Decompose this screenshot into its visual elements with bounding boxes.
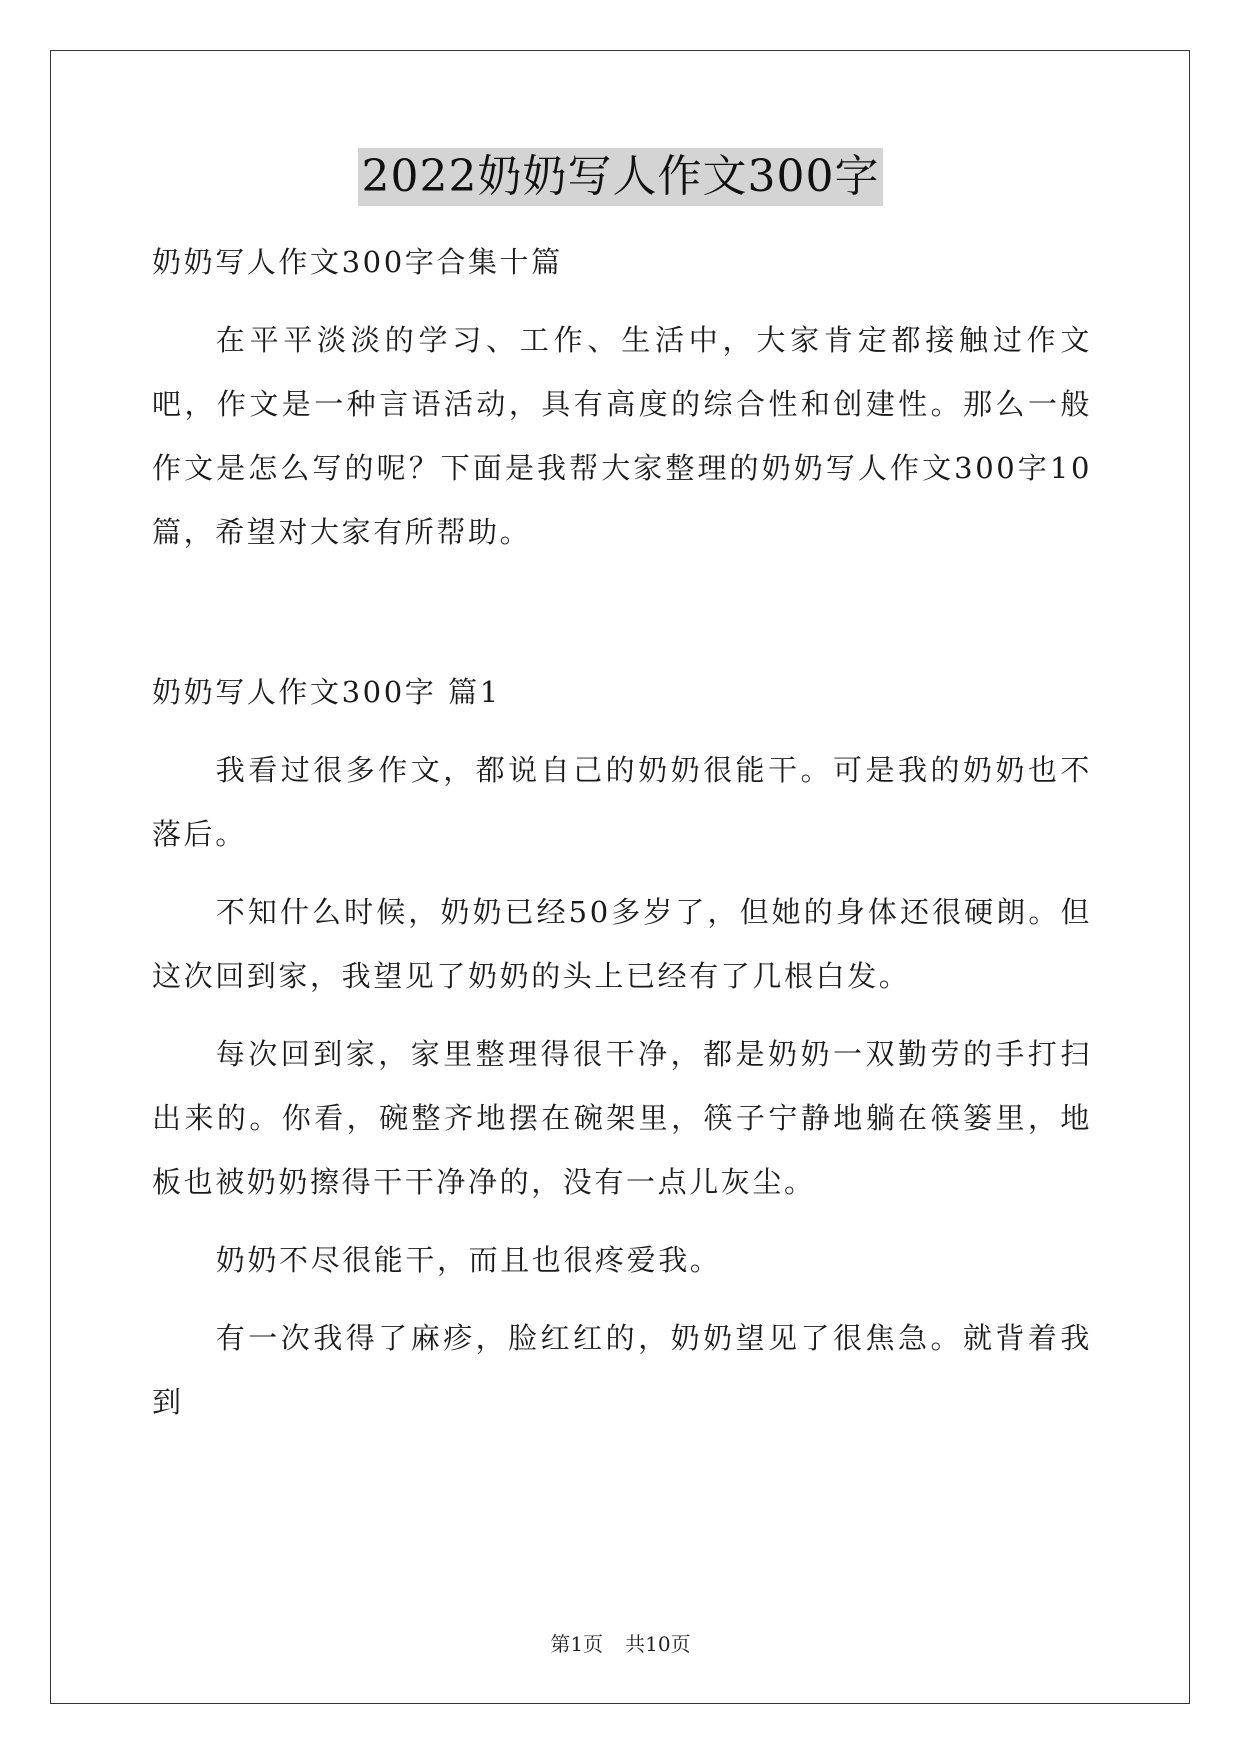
document-body bbox=[152, 230, 1092, 1434]
section-heading: 奶奶写人作文300字 篇1 bbox=[152, 675, 501, 709]
document-subtitle: 奶奶写人作文300字合集十篇 bbox=[152, 245, 563, 279]
intro-paragraph: 在平平淡淡的学习、工作、生活中，大家肯定都接触过作文吧，作文是一种言语活动，具有高度的综合性和创建性。那么一般作文是怎么写的呢？下面是我帮大家整理的奶奶写人作文300字10篇，希望对大家有所帮助。 bbox=[152, 323, 1092, 549]
title-container bbox=[0, 148, 1241, 206]
page-number-current: 第1页 bbox=[550, 1632, 604, 1656]
page-number-total: 共10页 bbox=[625, 1632, 691, 1656]
page-footer bbox=[0, 1628, 1241, 1657]
body-paragraph: 每次回到家，家里整理得很干净，都是奶奶一双勤劳的手打扫出来的。你看，碗整齐地摆在碗架里，筷子宁静地躺在筷篓里，地板也被奶奶擦得干干净净的，没有一点儿灰尘。 bbox=[152, 1037, 1092, 1199]
document-title: 2022奶奶写人作文300字 bbox=[358, 148, 884, 206]
body-paragraph: 不知什么时候，奶奶已经50多岁了，但她的身体还很硬朗。但这次回到家，我望见了奶奶的头上已经有了几根白发。 bbox=[152, 895, 1092, 993]
body-paragraph: 我看过很多作文，都说自己的奶奶很能干。可是我的奶奶也不落后。 bbox=[152, 753, 1092, 851]
body-paragraph: 有一次我得了麻疹，脸红红的，奶奶望见了很焦急。就背着我到 bbox=[152, 1321, 1092, 1419]
body-paragraph: 奶奶不尽很能干，而且也很疼爱我。 bbox=[215, 1243, 722, 1277]
